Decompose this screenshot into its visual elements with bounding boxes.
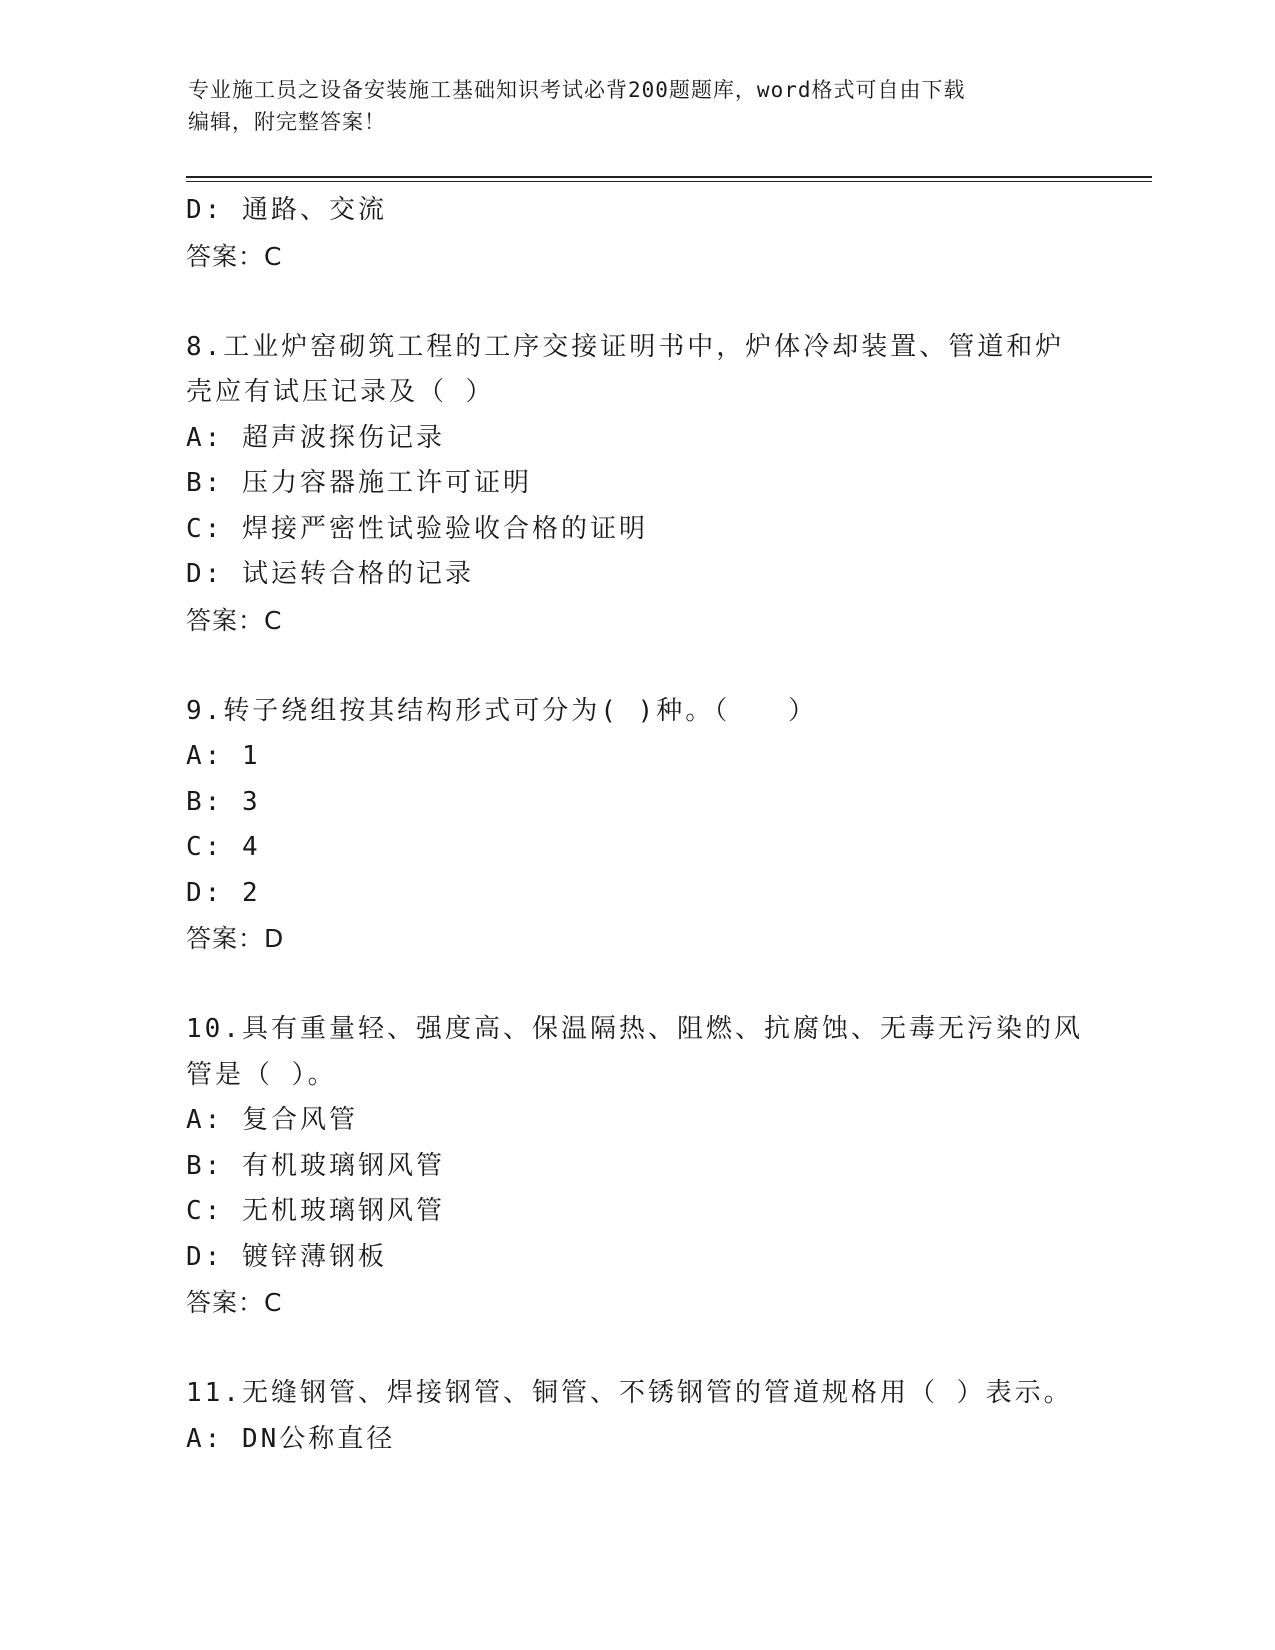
option-d: D: 试运转合格的记录 xyxy=(186,559,474,589)
option-b: B: 有机玻璃钢风管 xyxy=(186,1150,445,1181)
answer-label: 答案：C xyxy=(186,241,283,271)
option-b: B: 3 xyxy=(186,786,261,817)
question-stem: 9.转子绕组按其结构形式可分为( )种。（ ） xyxy=(186,695,818,726)
option-c: C: 焊接严密性试验验收合格的证明 xyxy=(186,513,648,544)
option-a: A: 超声波探伤记录 xyxy=(186,422,445,453)
question-content xyxy=(186,188,1086,1462)
answer-label: 答案：D xyxy=(186,924,285,953)
option-c: C: 无机玻璃钢风管 xyxy=(186,1196,445,1226)
question-block-9 xyxy=(186,689,1086,962)
option-d: D: 镀锌薄钢板 xyxy=(186,1241,387,1272)
question-stem: 11.无缝钢管、焊接钢管、铜管、不锈钢管的管道规格用（ ）表示。 xyxy=(186,1378,1073,1408)
page-header xyxy=(188,74,1088,138)
header-divider-thick xyxy=(186,176,1152,178)
option-a: A: DN公称直径 xyxy=(186,1423,396,1454)
option-a: A: 1 xyxy=(186,741,261,771)
question-stem: 10.具有重量轻、强度高、保温隔热、阻燃、抗腐蚀、无毒无污染的风 xyxy=(186,1014,1083,1044)
option-b: B: 压力容器施工许可证明 xyxy=(186,468,532,498)
question-stem-cont: 管是（ ）。 xyxy=(186,1059,337,1090)
header-line-2: 编辑，附完整答案！ xyxy=(188,110,386,134)
spacer xyxy=(186,643,1086,689)
option-a: A: 复合风管 xyxy=(186,1105,358,1135)
option-c: C: 4 xyxy=(186,832,261,862)
question-block-8 xyxy=(186,325,1086,644)
header-divider-thin xyxy=(186,181,1152,182)
spacer xyxy=(186,962,1086,1008)
question-stem-cont: 壳应有试压记录及（ ） xyxy=(186,377,495,407)
answer-label: 答案：C xyxy=(186,605,283,635)
option-d: D: 通路、交流 xyxy=(186,195,387,225)
spacer xyxy=(186,279,1086,325)
question-block-11 xyxy=(186,1371,1086,1462)
question-stem: 8.工业炉窑砌筑工程的工序交接证明书中，炉体冷却装置、管道和炉 xyxy=(186,331,1065,362)
question-block-7 xyxy=(186,188,1086,279)
option-d: D: 2 xyxy=(186,877,261,908)
answer-label: 答案：C xyxy=(186,1288,283,1317)
spacer xyxy=(186,1326,1086,1372)
question-block-10 xyxy=(186,1007,1086,1326)
header-line-1: 专业施工员之设备安装施工基础知识考试必背200题题库，word格式可自由下载 xyxy=(188,78,966,102)
